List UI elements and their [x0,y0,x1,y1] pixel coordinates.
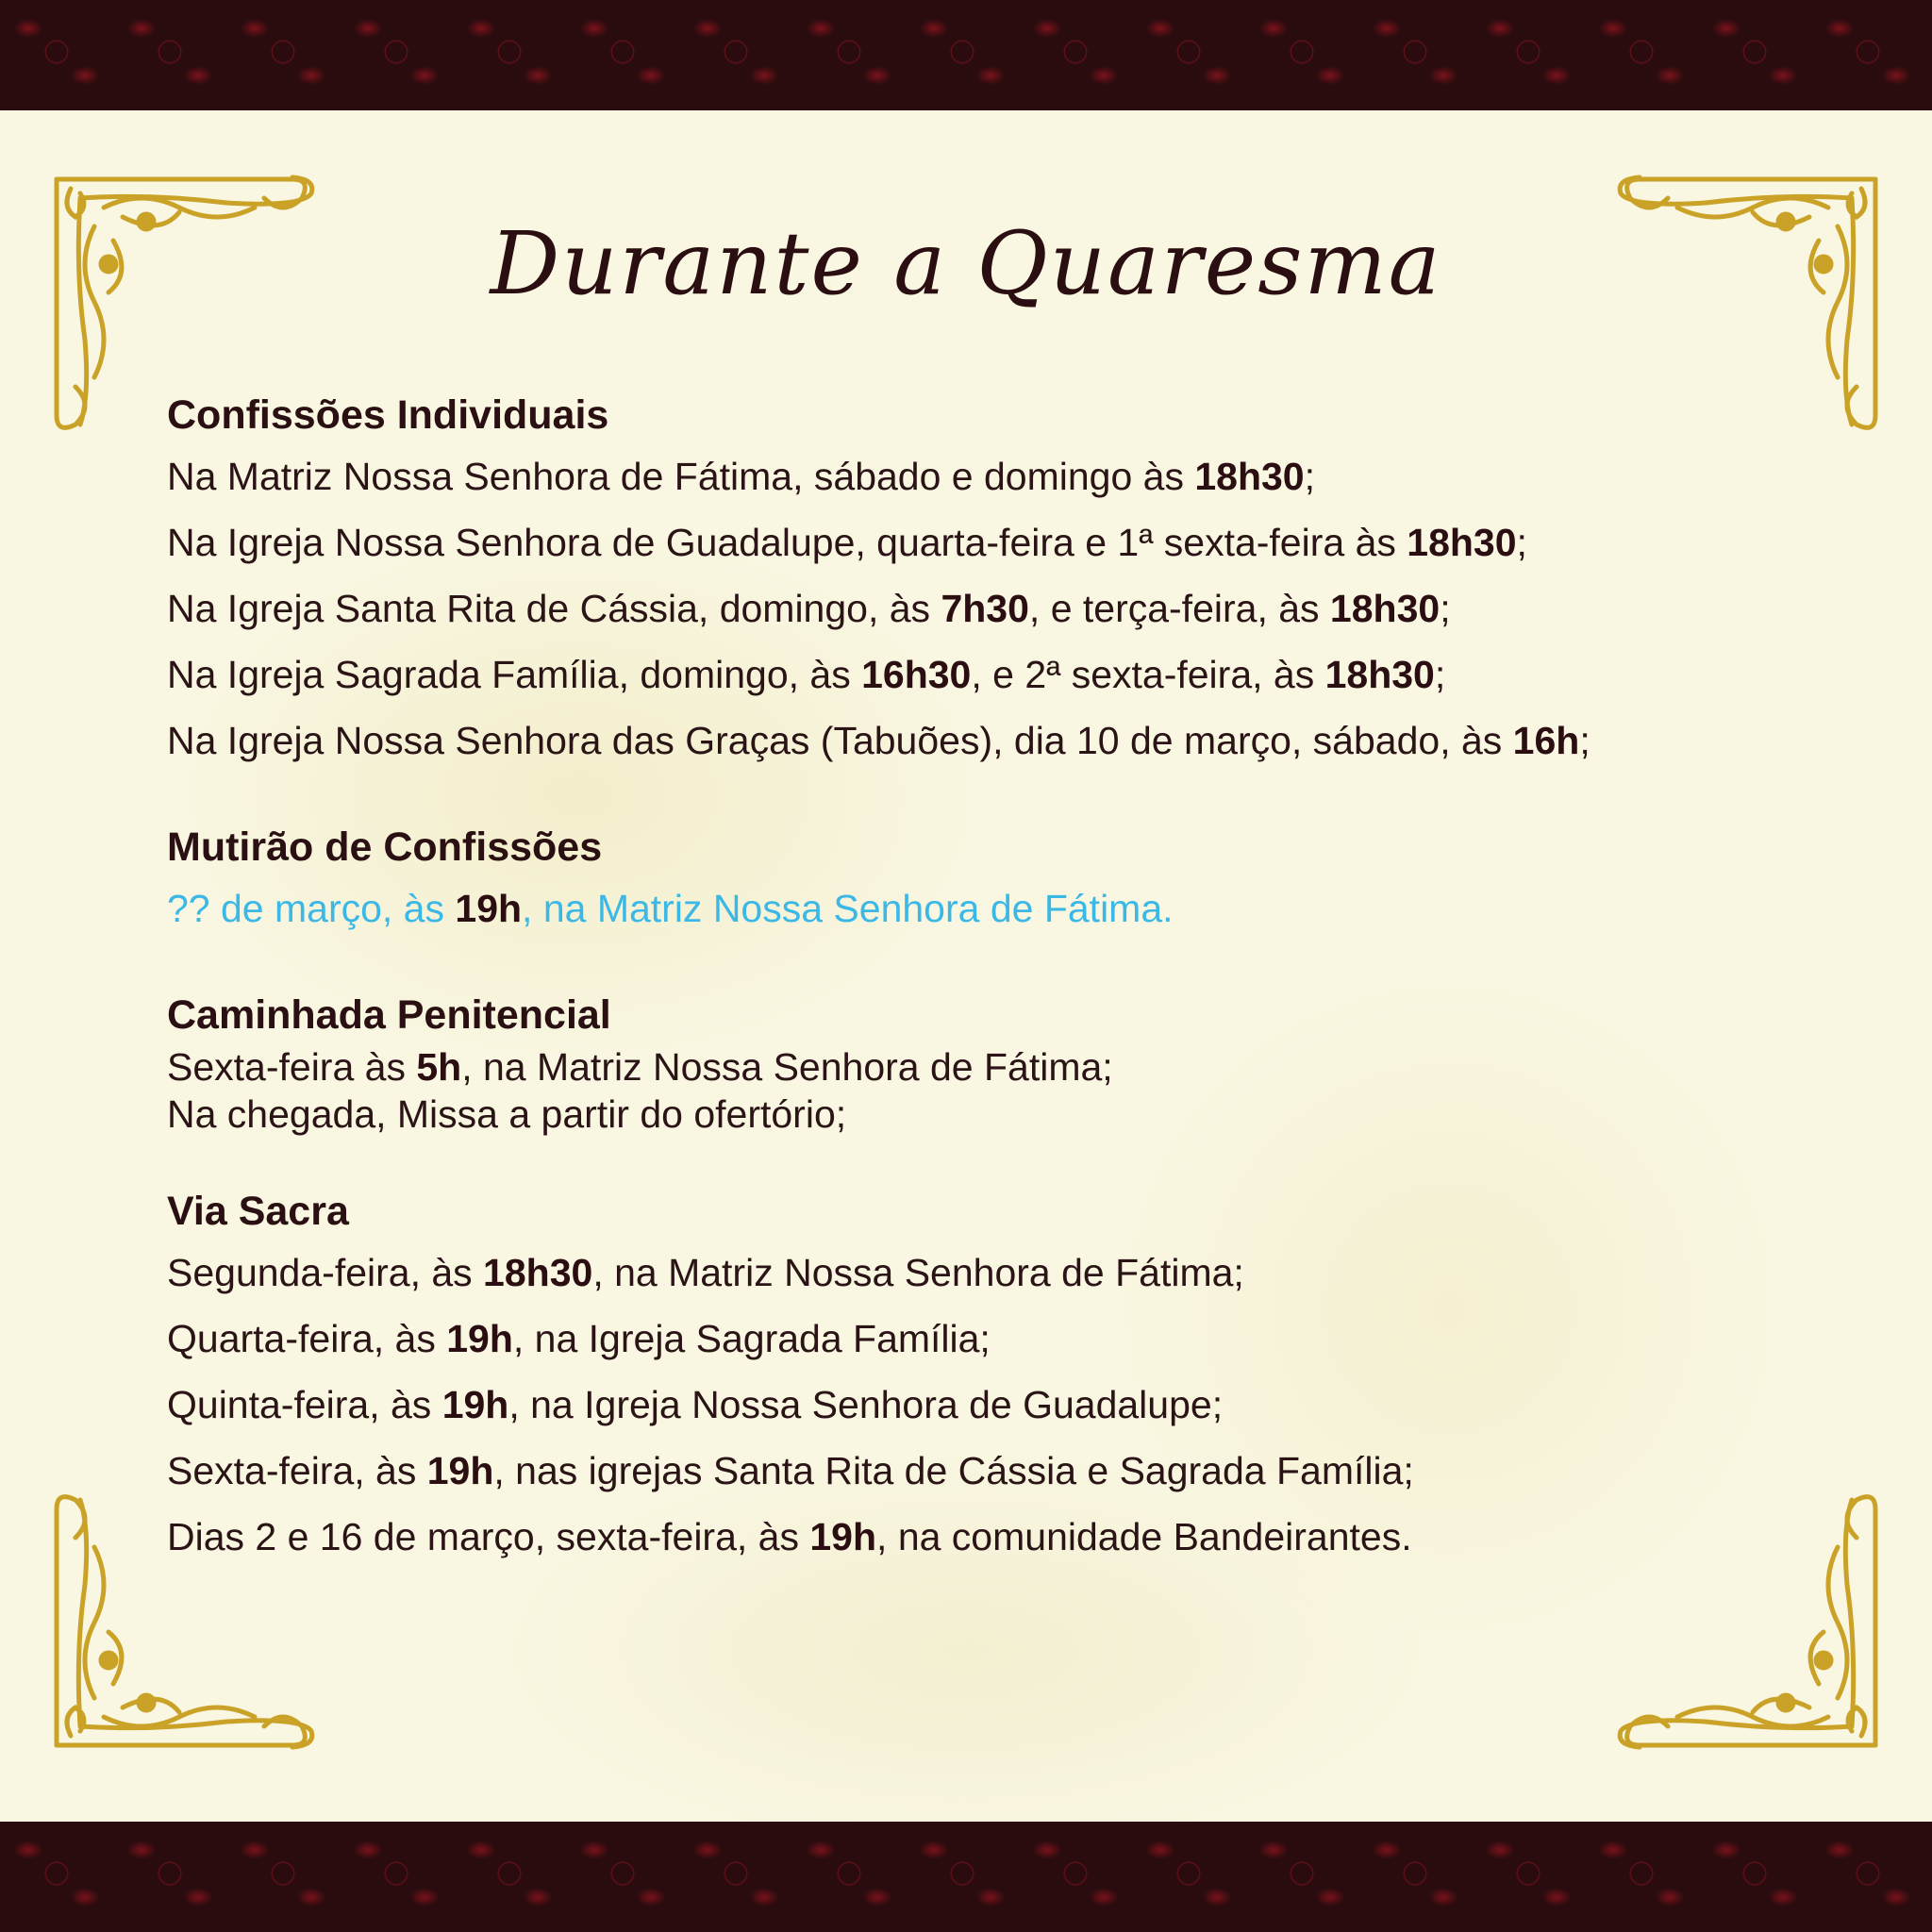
schedule-line: Sexta-feira, às 19h, nas igrejas Santa Rita de Cássia e Sagrada Família; [167,1449,1414,1492]
section-heading: Via Sacra [167,1189,349,1234]
section-heading: Mutirão de Confissões [167,824,603,870]
section-mutirao-de-confissoes [167,819,1884,941]
schedule-line: Na chegada, Missa a partir do ofertório; [167,1092,847,1136]
schedule-line: Sexta-feira às 5h, na Matriz Nossa Senhora de Fátima; [167,1045,1113,1089]
section-via-sacra [167,1183,1884,1570]
bottom-decorative-band [0,1822,1932,1932]
schedule-line: Na Igreja Sagrada Família, domingo, às 16h30, e 2ª sexta-feira, às 18h30; [167,653,1446,696]
schedule-line: Dias 2 e 16 de março, sexta-feira, às 19h, na comunidade Bandeirantes. [167,1515,1412,1558]
schedule-line: Quarta-feira, às 19h, na Igreja Sagrada Família; [167,1317,991,1360]
schedule-line: Na Igreja Santa Rita de Cássia, domingo, às 7h30, e terça-feira, às 18h30; [167,587,1451,630]
schedule-line: Na Igreja Nossa Senhora de Guadalupe, quarta-feira e 1ª sexta-feira às 18h30; [167,521,1527,564]
schedule-content [167,387,1884,1615]
schedule-line: Segunda-feira, às 18h30, na Matriz Nossa Senhora de Fátima; [167,1251,1244,1294]
schedule-line: Na Matriz Nossa Senhora de Fátima, sábado e domingo às 18h30; [167,455,1316,498]
page-title: Durante a Quaresma [490,213,1442,314]
section-heading: Confissões Individuais [167,392,609,438]
section-heading: Caminhada Penitencial [167,992,611,1038]
schedule-line: Quinta-feira, às 19h, na Igreja Nossa Senhora de Guadalupe; [167,1383,1224,1426]
section-confissoes-individuais [167,387,1884,774]
schedule-line-highlighted: ?? de março, às 19h, na Matriz Nossa Senhora de Fátima. [167,887,1174,930]
section-caminhada-penitencial [167,987,1884,1138]
top-decorative-band [0,0,1932,110]
schedule-line: Na Igreja Nossa Senhora das Graças (Tabuões), dia 10 de março, sábado, às 16h; [167,719,1591,762]
